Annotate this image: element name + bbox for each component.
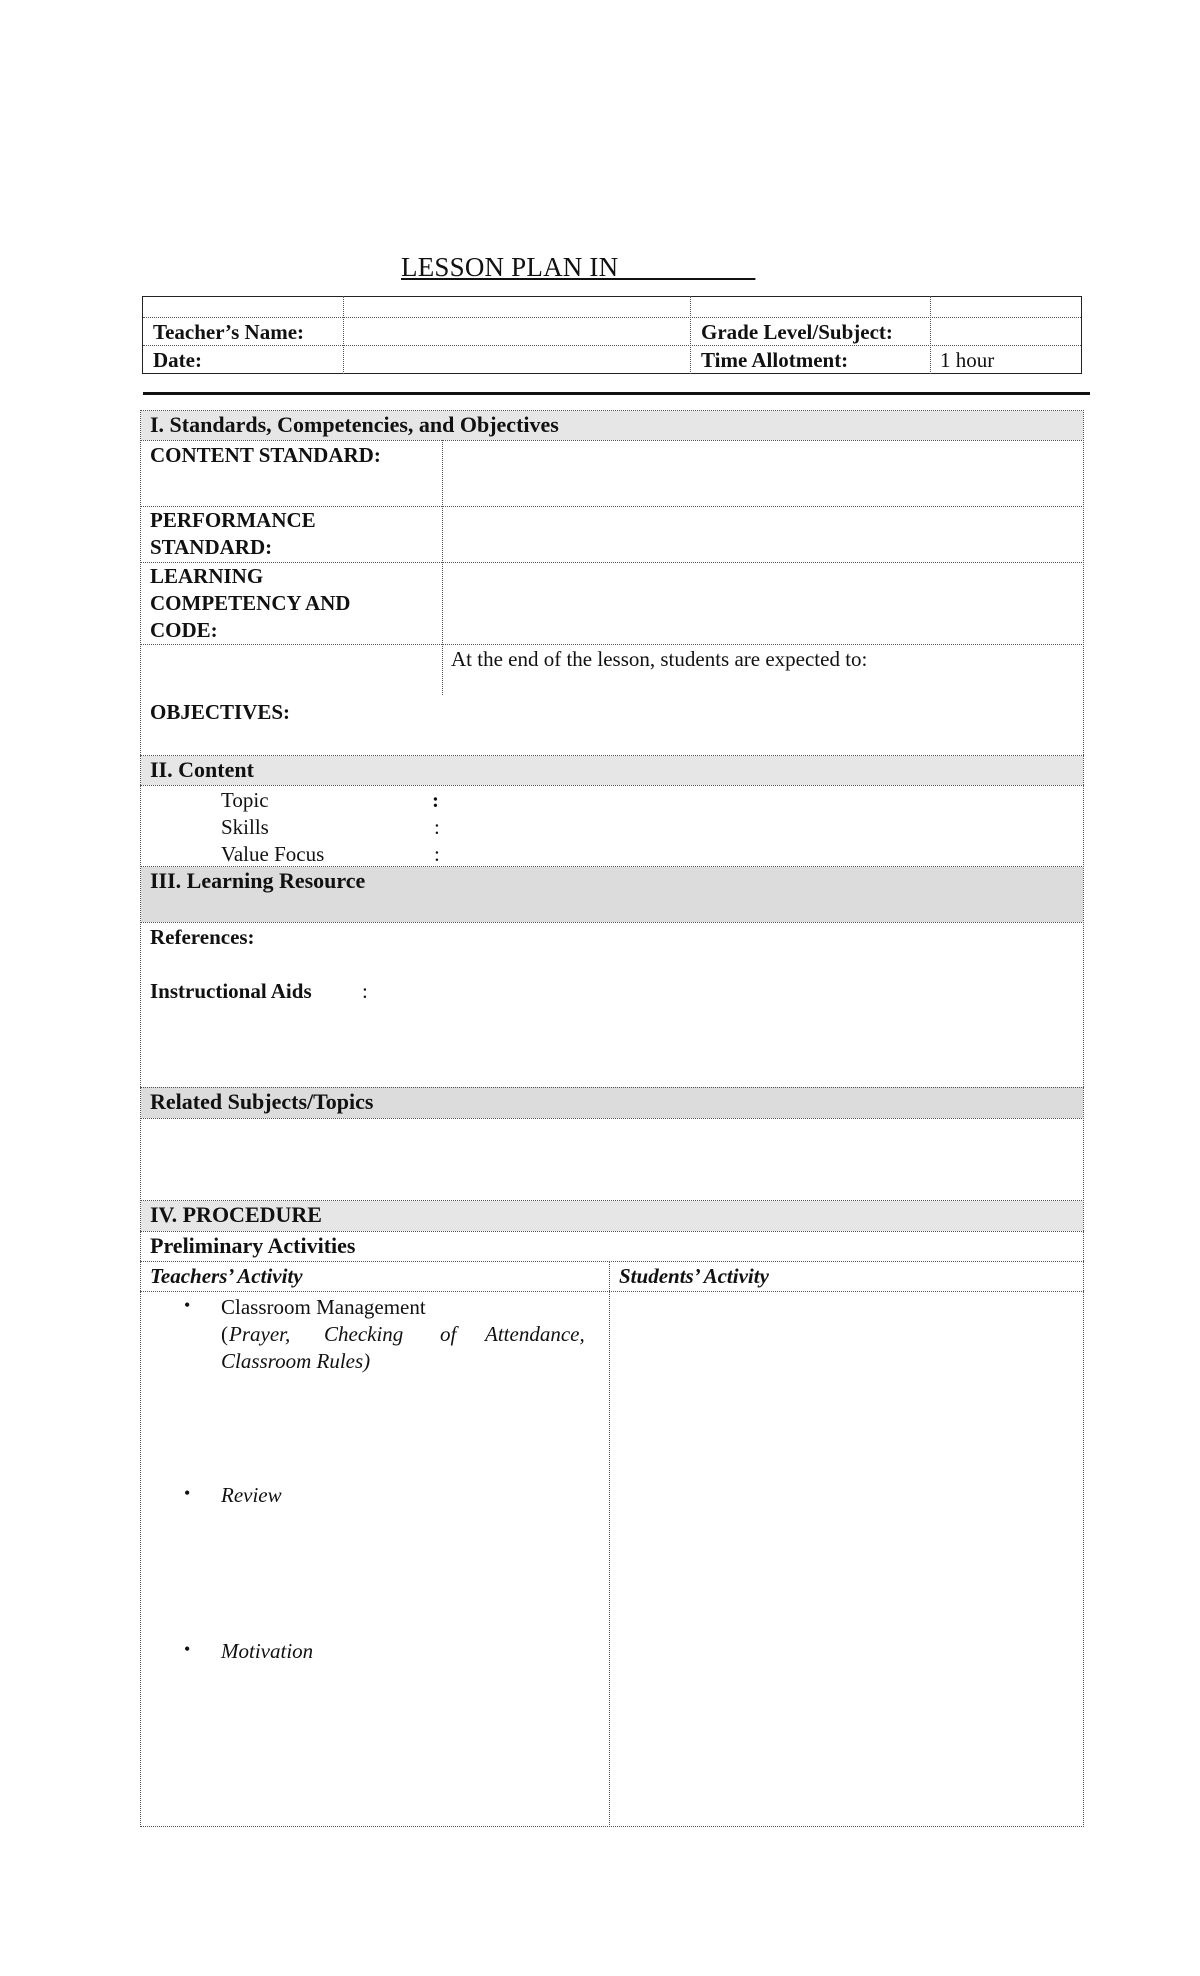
detail-word-of: of: [440, 1322, 457, 1346]
row-line: [140, 1291, 1084, 1292]
header-border-bottom: [142, 373, 1082, 374]
row-line: [140, 644, 1084, 645]
header-border-right: [1081, 296, 1082, 374]
learning-competency-label-3: CODE:: [150, 618, 218, 642]
students-activity-heading: Students’ Activity: [619, 1264, 769, 1288]
learning-competency-label: LEARNING: [150, 564, 264, 588]
topic-colon: :: [432, 788, 439, 812]
content-standard-label: CONTENT STANDARD:: [150, 443, 381, 467]
section2-heading-bg: [141, 756, 1083, 785]
header-row-line: [143, 345, 1081, 346]
row-line: [140, 410, 1084, 411]
header-col-line: [690, 296, 691, 374]
header-row-line: [143, 317, 1081, 318]
row-line: [140, 785, 1084, 786]
preliminary-activities-heading: Preliminary Activities: [150, 1233, 356, 1258]
row-line: [140, 755, 1084, 756]
time-allotment-label: Time Allotment:: [701, 348, 849, 372]
instructional-aids-colon: :: [362, 979, 368, 1003]
section3-heading: III. Learning Resource: [150, 868, 366, 893]
objectives-intro: At the end of the lesson, students are expected to:: [451, 647, 868, 671]
row-line: [140, 1118, 1084, 1119]
classroom-rules-detail: Classroom Rules): [221, 1349, 371, 1373]
header-col-line: [930, 296, 931, 374]
page-title: LESSON PLAN IN__________: [401, 252, 756, 282]
row-line: [140, 562, 1084, 563]
classroom-management-detail-open: (: [221, 1322, 228, 1346]
row-line: [140, 1261, 1084, 1262]
learning-competency-label-2: COMPETENCY AND: [150, 591, 351, 615]
header-col-line: [343, 296, 344, 374]
time-allotment-value: 1 hour: [940, 348, 995, 372]
row-line: [140, 922, 1084, 923]
skills-label: Skills: [221, 815, 269, 839]
teachers-activity-heading: Teachers’ Activity: [150, 1264, 303, 1288]
detail-word-prayer: Prayer,: [229, 1322, 291, 1346]
header-border-left: [142, 296, 143, 374]
performance-standard-label: PERFORMANCE: [150, 508, 316, 532]
col-line: [442, 440, 443, 695]
row-line: [140, 440, 1084, 441]
review-label: Review: [221, 1483, 282, 1507]
bullet-icon: •: [184, 1639, 191, 1659]
related-subjects-heading: Related Subjects/Topics: [150, 1089, 374, 1114]
section2-heading: II. Content: [150, 757, 254, 782]
date-label: Date:: [153, 348, 202, 372]
detail-word-attendance: Attendance,: [485, 1322, 585, 1346]
skills-colon: :: [434, 815, 440, 839]
classroom-management-label: Classroom Management: [221, 1295, 426, 1319]
col-line: [609, 1261, 610, 1827]
section1-heading: I. Standards, Competencies, and Objectives: [150, 412, 559, 437]
grade-level-label: Grade Level/Subject:: [701, 320, 893, 344]
row-line: [140, 1231, 1084, 1232]
bullet-icon: •: [184, 1483, 191, 1503]
value-focus-label: Value Focus: [221, 842, 325, 866]
header-border-top: [142, 296, 1082, 297]
objectives-label: OBJECTIVES:: [150, 700, 291, 724]
section4-heading: IV. PROCEDURE: [150, 1202, 322, 1227]
table-border-bottom: [140, 1826, 1084, 1827]
row-line: [140, 1200, 1084, 1201]
value-focus-colon: :: [434, 842, 440, 866]
bullet-icon: •: [184, 1295, 191, 1315]
performance-standard-label-2: STANDARD:: [150, 535, 273, 559]
teacher-name-label: Teacher’s Name:: [153, 320, 305, 344]
instructional-aids-label: Instructional Aids: [150, 979, 312, 1003]
motivation-label: Motivation: [221, 1639, 314, 1663]
topic-label: Topic: [221, 788, 269, 812]
detail-word-checking: Checking: [324, 1322, 404, 1346]
row-line: [140, 1087, 1084, 1088]
thick-divider: [143, 392, 1090, 395]
references-label: References:: [150, 925, 255, 949]
